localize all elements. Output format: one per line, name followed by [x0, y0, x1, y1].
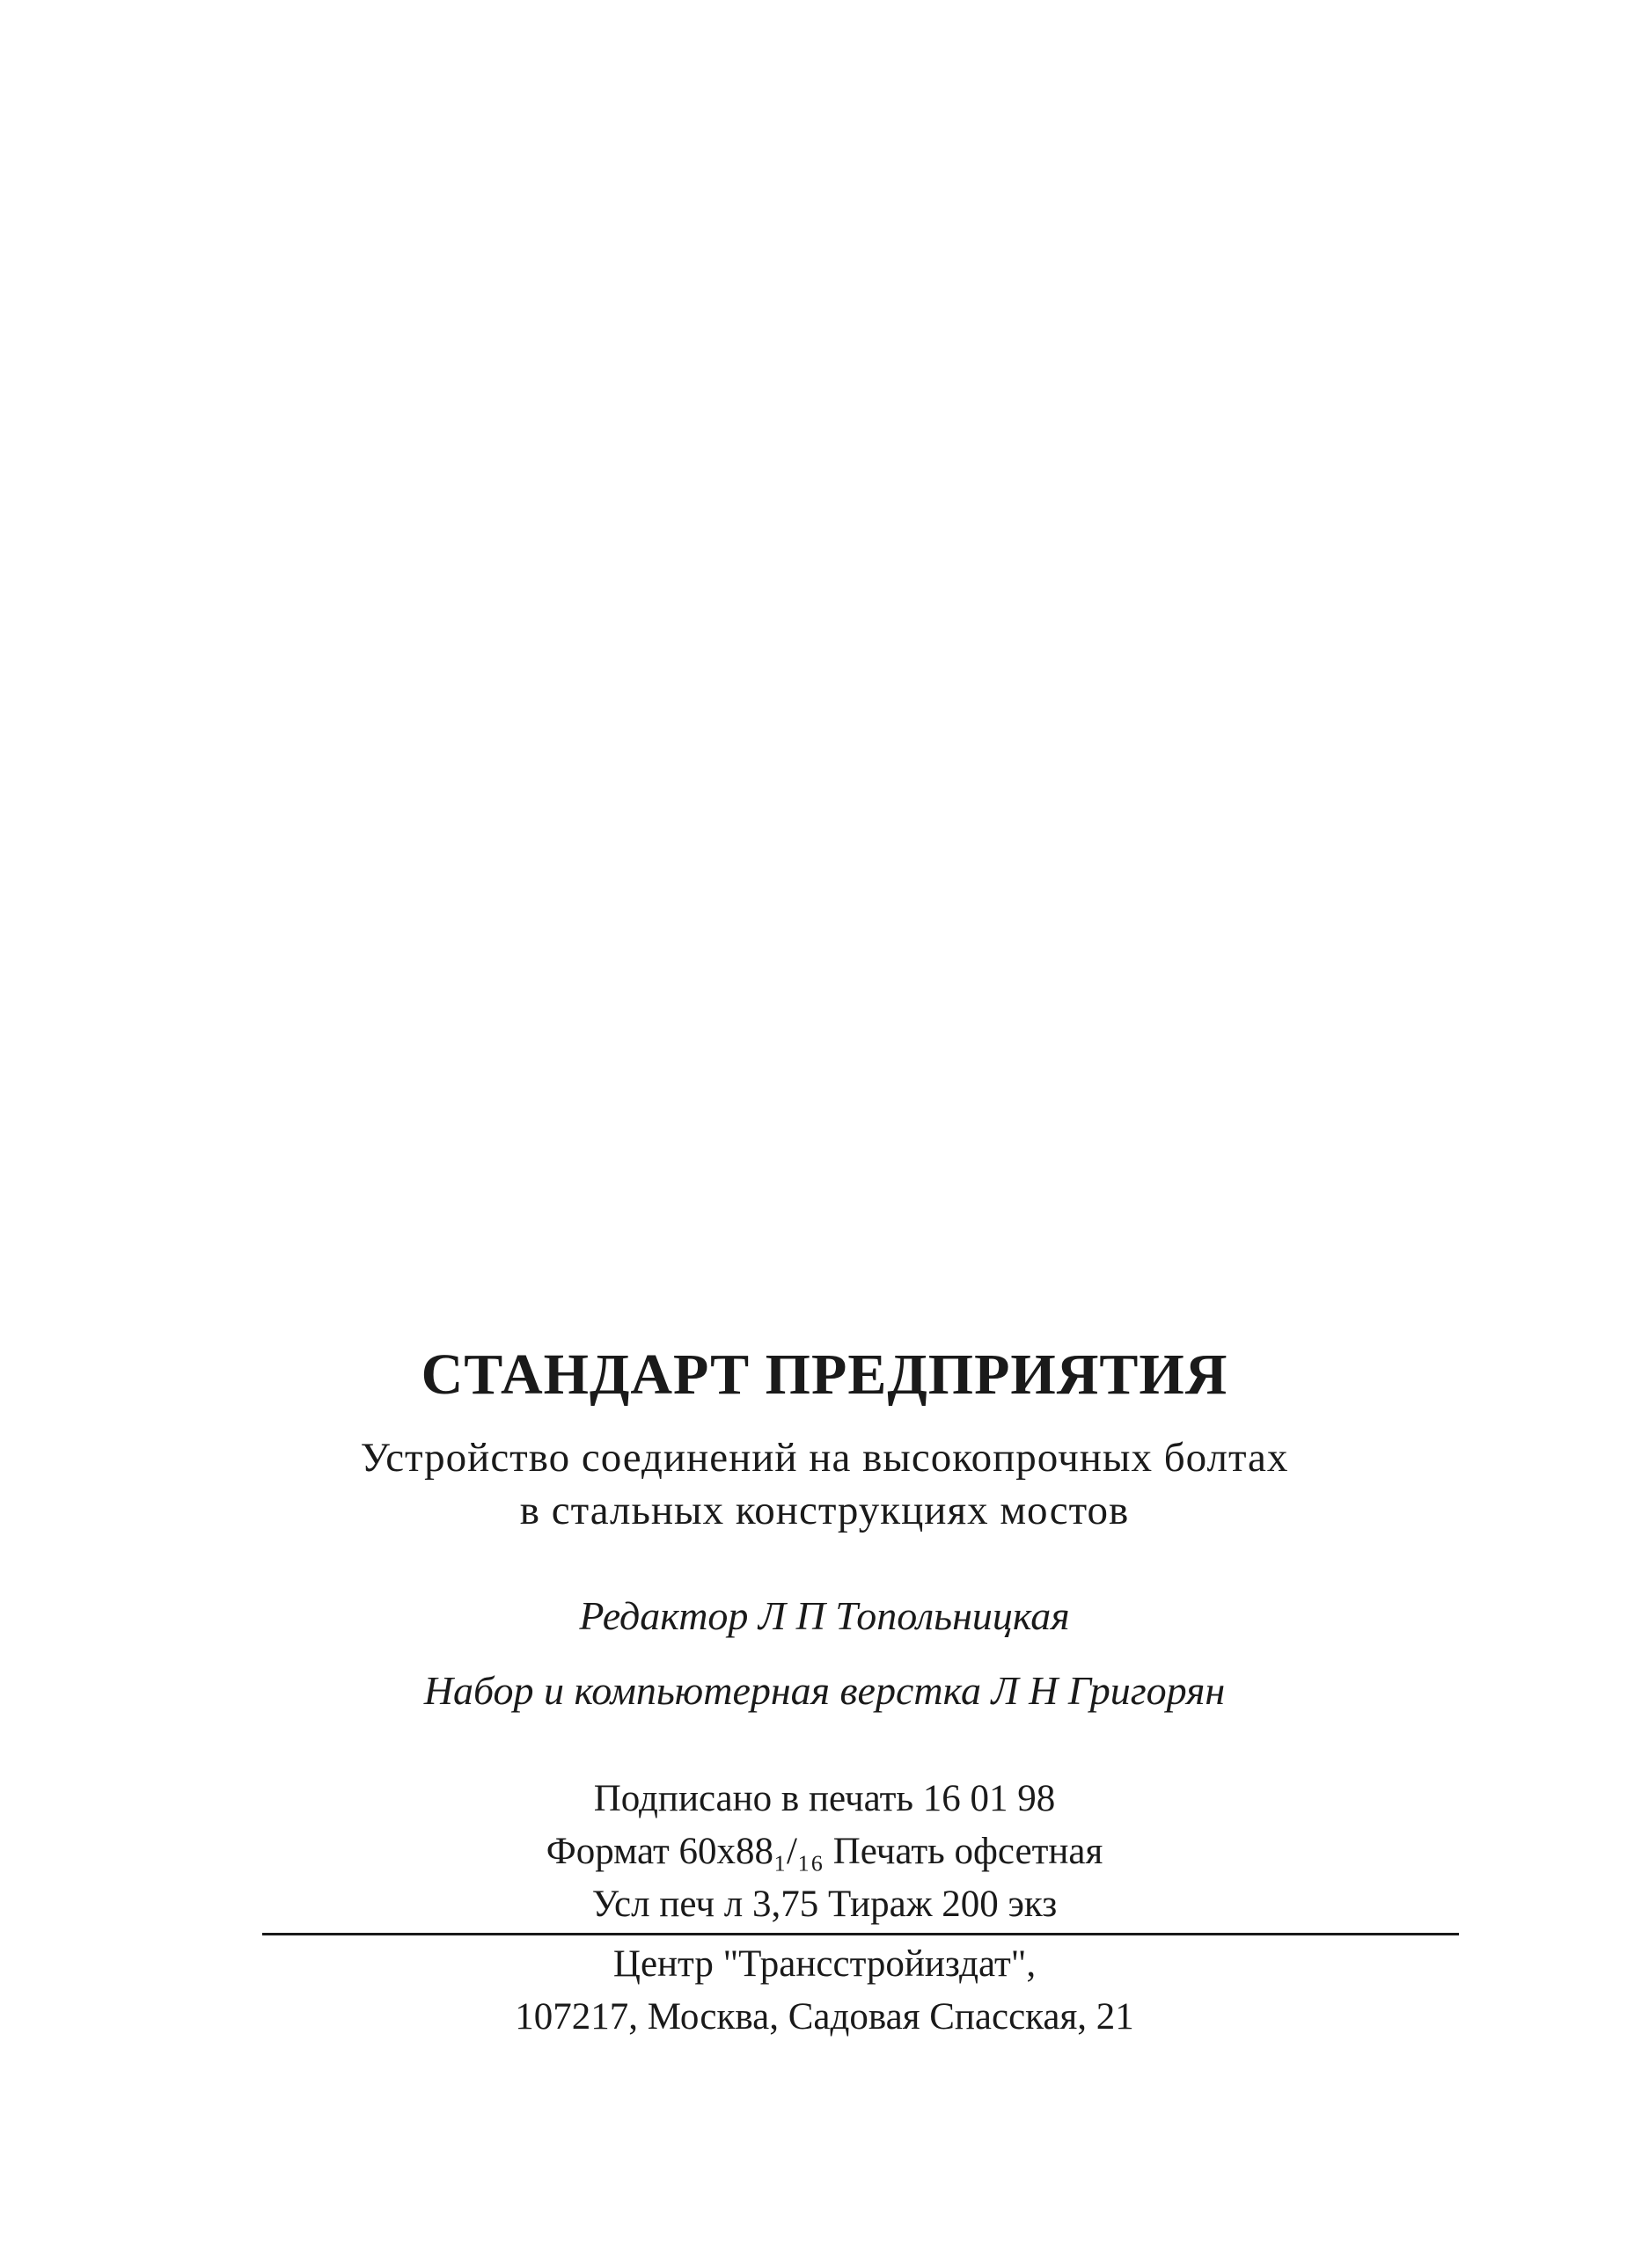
document-subtitle-line-1: Устройство соединений на высокопрочных болтах [360, 1435, 1289, 1481]
editor-credit: Редактор Л П Топольницкая [579, 1593, 1070, 1638]
document-subtitle-line-2: в стальных конструкциях мостов [519, 1488, 1130, 1533]
horizontal-divider [262, 1933, 1459, 1935]
document-title: СТАНДАРТ ПРЕДПРИЯТИЯ [421, 1343, 1228, 1407]
publisher-name: Центр "Трансстройиздат", [612, 1943, 1037, 1985]
publisher-address: 107217, Москва, Садовая Спасская, 21 [515, 1996, 1134, 2038]
print-sheets-circulation: Усл печ л 3,75 Тираж 200 экз [591, 1884, 1058, 1925]
print-format: Формат 60х88₁/₁₆ Печать офсетная [546, 1831, 1103, 1872]
signed-for-print: Подписано в печать 16 01 98 [593, 1778, 1056, 1819]
typesetting-credit: Набор и компьютерная верстка Л Н Григорян [423, 1668, 1226, 1713]
